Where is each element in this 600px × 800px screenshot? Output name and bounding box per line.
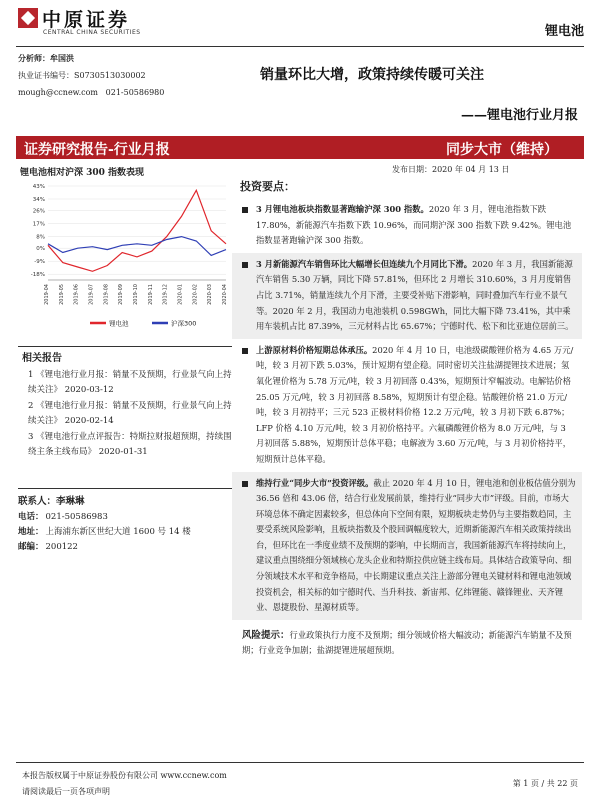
contact-phone: 021-50586983 [45, 512, 108, 522]
x-tick-label: 2019-04 [44, 284, 50, 305]
legend-label: 沪深300 [171, 319, 197, 328]
x-tick-label: 2019-12 [162, 284, 169, 305]
point-lead: 3 月锂电池板块指数显著跑输沪深 300 指数。 [256, 204, 429, 214]
point-lead: 3 月新能源汽车销售环比大幅增长但连续九个月同比下滑。 [256, 258, 473, 269]
legend-label: 锂电池 [109, 319, 129, 328]
point-lead: 维持行业“同步大市”投资评级。 [256, 477, 374, 488]
points-heading: 投资要点： [240, 180, 295, 193]
analyst-info [18, 50, 164, 101]
analyst-label: 分析师： [18, 53, 50, 63]
rating: 同步大市（维持） [446, 142, 558, 158]
contact-name: 李琳琳 [56, 496, 85, 507]
point-text: 2020 年 3 月，我国新能源汽车销售 5.30 万辆，同比下降 57.81%，但环比 2 月增长 310.60%，3 月月度销售占比 3.71%，销量连续九个月下滑，主要受补贴下滑影响，同时叠加汽车行业不景气等。2020 年 2 月，我国动力电池装机 0.598GWh，同比大幅下降 73.41%，其中乘用车装机占比 87.39%，三元材料占比 65.67%；宁德时代、松下和比亚迪位居前三。 [256, 258, 574, 332]
bullet-icon [242, 481, 248, 487]
point-item [232, 472, 582, 620]
x-tick-label: 2020-04 [222, 284, 228, 305]
disclaimer-line[interactable]: 请阅读最后一页各项声明 [22, 787, 110, 796]
point-item [232, 198, 582, 253]
logo-english: CENTRAL CHINA SECURITIES [43, 29, 141, 36]
risk-text: 行业政策执行力度不及预期；细分领域价格大幅波动；新能源汽车销量不及预期；行业竞争加剧；盐湖提锂进展超预期。 [242, 629, 572, 656]
contact-label: 联系人： [18, 496, 57, 507]
logo-icon [18, 8, 38, 28]
cert-label: 执业证书编号： [18, 71, 74, 80]
x-tick-label: 2020-03 [207, 284, 214, 305]
point-item [232, 339, 582, 472]
analyst-phone: 021-50586980 [105, 88, 165, 97]
report-item[interactable]: 3 《锂电池行业点评报告：特斯拉财报超预期，持续围绕主条主线布局》 2020-01-31 [28, 432, 232, 457]
reports-divider [18, 346, 232, 347]
risk-label: 风险提示： [242, 629, 290, 641]
point-text: 截止 2020 年 4 月 10 日，锂电池和创业板估值分别为 36.56 倍和 43.06 倍，结合行业发展前景，维持行业“同步大市”评级。目前，市场大环境总体不确定因素较多，但总体向下空间有限，短期板块走势仍与主要指数趋同，主要受系统风险影响，且板块指数及个股回调幅度较大，近期新能源汽车相关政策持续出台，但环比在一季度业绩不及预期的影响，中长期而言，我国新能源汽车将持续向上，建议重点围绕细分领域核心龙头企业和特斯拉供应链主线布局。具体结合政策导向、细分领域技术水平和竞争格局，中长期建议重点关注上游部分锂电关键材料和锂电池领域投资机会，相关标的如宁德时代、当升科技、新宙邦、亿纬锂能、赣锋锂业、天齐锂业、恩捷股份、星源材质等。 [256, 477, 576, 613]
report-item[interactable]: 2 《锂电池行业月报：销量不及预期，行业景气向上持续关注》 2020-02-14 [28, 401, 232, 426]
chart-title: 锂电池相对沪深 300 指数表现 [20, 168, 145, 178]
point-text: 2020 年 3 月，锂电池指数下跌 17.80%，新能源汽车指数下跌 10.96%，而同期沪深 300 指数下跌 9.42%。锂电池指数显著跑输沪深 300 指数。 [256, 204, 572, 246]
x-tick-label: 2019-07 [88, 284, 95, 305]
report-subtitle: ——锂电池行业月报 [460, 108, 578, 123]
footer-notice [22, 768, 227, 800]
x-tick-label: 2020-01 [177, 284, 184, 305]
investment-points [232, 178, 582, 659]
contact-info [18, 494, 238, 555]
point-item [232, 253, 582, 339]
risk-note [232, 620, 582, 659]
contact-zip: 200122 [45, 542, 78, 552]
address-label: 地址： [18, 527, 44, 537]
contact-address: 上海浦东新区世纪大道 1600 号 14 楼 [45, 527, 191, 537]
y-tick-label: 34% [32, 197, 45, 204]
bullet-icon [242, 348, 248, 354]
series-line [48, 190, 226, 271]
header-divider [16, 46, 584, 47]
x-tick-label: 2019-09 [118, 284, 125, 305]
cert-number: S0730513030002 [74, 71, 146, 80]
report-type: 证券研究报告-行业月报 [24, 142, 170, 158]
reports-heading: 相关报告 [22, 353, 62, 364]
report-title: 销量环比大增，政策持续传暖可关注 [260, 67, 484, 83]
point-text: 2020 年 4 月 10 日，电池级碳酸锂价格为 4.65 万元/吨，较 3 月初下跌 5.03%，预计短期有望企稳。同时密切关注盐湖提锂技术进展；氢氧化锂价格为 5.78 万元/吨，较 3 月初回落 0.43%，短期预计窄幅波动。电解钴价格 25.05 万元/吨，较 3 月初回落 8.58%，短期预计有望企稳。钴酸锂价格 21.0 万元/吨，较 3 月初持平；三元 523 正极材料价格 12.2 万元/吨，较 3 月初下跌 6.87%；LFP 价格 4.10 万元/吨，较 3 月初价格持平。六氟磷酸锂价格为 8.0 万元/吨，与 3 月初回落 5.88%，短期预计总体平稳；电解液为 3.60 万元/吨，与 3 月初价格持平，短期预计总体平稳。 [256, 344, 574, 464]
bullet-icon [242, 207, 248, 213]
y-tick-label: -18% [30, 272, 45, 279]
industry-tag: 锂电池 [544, 24, 584, 39]
y-tick-label: 26% [32, 208, 45, 215]
logo-text: 中原证券 [42, 9, 131, 31]
report-item[interactable]: 1 《锂电池行业月报：销量不及预期，行业景气向上持续关注》 2020-03-12 [28, 370, 232, 395]
point-lead: 上游原材料价格短期总体承压。 [256, 344, 373, 355]
y-tick-label: 43% [32, 184, 45, 190]
analyst-name: 牟国洪 [50, 53, 74, 63]
analyst-email: mough@ccnew.com [18, 88, 98, 97]
y-tick-label: 0% [36, 246, 45, 253]
zip-label: 邮编： [18, 542, 44, 552]
x-tick-label: 2019-11 [147, 284, 154, 305]
series-line [48, 237, 226, 256]
y-tick-label: 8% [36, 234, 45, 241]
x-tick-label: 2020-02 [192, 284, 199, 305]
x-tick-label: 2019-10 [133, 284, 139, 305]
x-tick-label: 2019-05 [58, 284, 65, 305]
y-tick-label: 17% [32, 221, 45, 228]
page-number: 第 1 页 / 共 22 页 [512, 779, 578, 788]
phone-label: 电话： [18, 512, 44, 522]
publish-date: 发布日期：2020 年 04 月 13 日 [392, 165, 510, 174]
copyright-line: 本报告版权属于中原证券股份有限公司 www.ccnew.com [22, 771, 227, 780]
performance-chart [18, 180, 232, 330]
x-tick-label: 2019-06 [73, 284, 80, 305]
footer-divider [16, 762, 584, 763]
related-reports [28, 368, 232, 461]
contact-divider [18, 488, 232, 489]
bullet-icon [242, 262, 248, 268]
x-tick-label: 2019-08 [103, 284, 110, 305]
y-tick-label: -9% [34, 259, 45, 266]
